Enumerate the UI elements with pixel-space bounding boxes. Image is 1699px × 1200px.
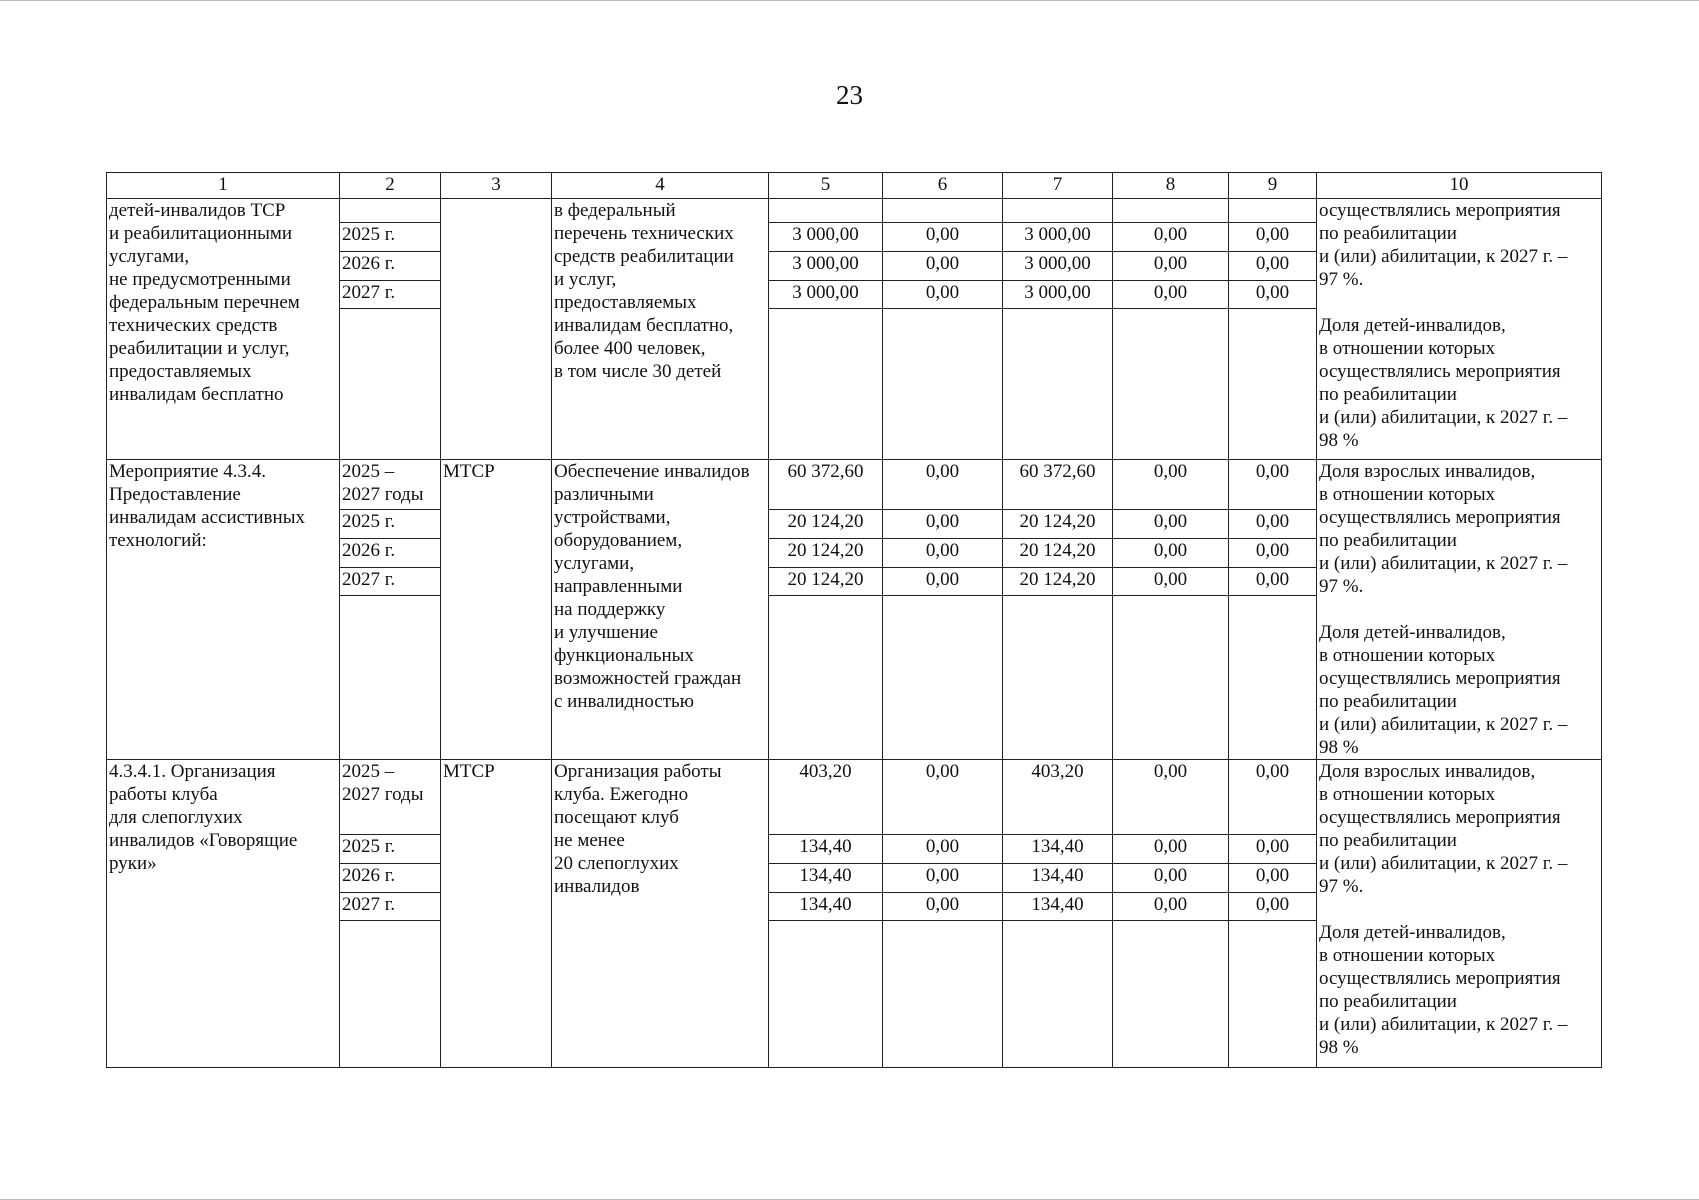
activity-name-cell: 4.3.4.1. Организация работы клуба для слепоглухих инвалидов «Говорящие руки» <box>107 760 340 1068</box>
amount-cell-other: 0,00 <box>1229 864 1317 893</box>
period-cell: 2027 г. <box>340 568 441 596</box>
activity-name-cell: Мероприятие 4.3.4. Предоставление инвалидам ассистивных технологий: <box>107 460 340 760</box>
header-cell: 10 <box>1317 173 1602 199</box>
header-cell: 4 <box>552 173 769 199</box>
header-cell: 6 <box>883 173 1003 199</box>
amount-filler-cell <box>883 596 1003 760</box>
amount-cell-mun: 0,00 <box>1113 568 1229 596</box>
indicator-cell: осуществлялись мероприятия по реабилитации и (или) абилитации, к 2027 г. – 97 %. Доля детей-инвалидов, в отношении которых осуществлялись мероприятия по реабилитации и (или) абилитации, к 2027 г. – 98 % <box>1317 199 1602 460</box>
amount-cell-mun: 0,00 <box>1113 223 1229 252</box>
amount-cell-total: 60 372,60 <box>769 460 883 510</box>
amount-cell-total: 3 000,00 <box>769 252 883 281</box>
amount-cell-mun: 0,00 <box>1113 539 1229 568</box>
amount-cell-other: 0,00 <box>1229 252 1317 281</box>
activity-name-cell: детей-инвалидов ТСР и реабилитационными услугами, не предусмотренными федеральным перечнем технических средств реабилитации и услуг, предоставляемых инвалидам бесплатно <box>107 199 340 460</box>
amount-filler-cell <box>1003 921 1113 1068</box>
period-filler-cell <box>340 596 441 760</box>
amount-cell-total: 20 124,20 <box>769 539 883 568</box>
amount-cell-fed: 0,00 <box>883 835 1003 864</box>
header-cell: 8 <box>1113 173 1229 199</box>
amount-cell-fed: 0,00 <box>883 568 1003 596</box>
amount-filler-cell <box>1229 921 1317 1068</box>
amount-cell-fed: 0,00 <box>883 510 1003 539</box>
amount-cell-reg: 3 000,00 <box>1003 223 1113 252</box>
amount-cell-other: 0,00 <box>1229 760 1317 835</box>
period-filler-cell <box>340 309 441 460</box>
amount-cell-reg: 403,20 <box>1003 760 1113 835</box>
amount-cell-mun: 0,00 <box>1113 893 1229 921</box>
amount-cell-other: 0,00 <box>1229 460 1317 510</box>
amount-cell-fed: 0,00 <box>883 760 1003 835</box>
amount-filler-cell <box>769 309 883 460</box>
table-body <box>107 173 1602 1068</box>
header-cell: 7 <box>1003 173 1113 199</box>
amount-cell-total: 134,40 <box>769 835 883 864</box>
amount-cell-mun: 0,00 <box>1113 864 1229 893</box>
period-cell: 2026 г. <box>340 539 441 568</box>
amount-cell-reg: 20 124,20 <box>1003 539 1113 568</box>
amount-cell-reg: 20 124,20 <box>1003 568 1113 596</box>
result-cell: Организация работы клуба. Ежегодно посещают клуб не менее 20 слепоглухих инвалидов <box>552 760 769 1068</box>
amount-cell-fed: 0,00 <box>883 281 1003 309</box>
amount-filler-cell <box>1229 596 1317 760</box>
amount-cell-other: 0,00 <box>1229 893 1317 921</box>
period-cell: 2025 г. <box>340 223 441 252</box>
indicator-cell: Доля взрослых инвалидов, в отношении которых осуществлялись мероприятия по реабилитации и (или) абилитации, к 2027 г. – 97 %. Доля детей-инвалидов, в отношении которых осуществлялись мероприятия по реабилитации и (или) абилитации, к 2027 г. – 98 % <box>1317 760 1602 1068</box>
amount-cell-other: 0,00 <box>1229 539 1317 568</box>
header-cell: 5 <box>769 173 883 199</box>
amount-cell-other: 0,00 <box>1229 223 1317 252</box>
program-table <box>106 172 1602 1068</box>
amount-cell-other <box>1229 199 1317 223</box>
period-cell <box>340 199 441 223</box>
table-row <box>107 760 1602 835</box>
executor-cell: МТСР <box>441 760 552 1068</box>
amount-cell-reg: 3 000,00 <box>1003 281 1113 309</box>
amount-filler-cell <box>1003 309 1113 460</box>
amount-cell-mun: 0,00 <box>1113 760 1229 835</box>
executor-cell <box>441 199 552 460</box>
scan-edge-top <box>0 0 1699 1</box>
amount-cell-fed: 0,00 <box>883 252 1003 281</box>
amount-cell-reg: 20 124,20 <box>1003 510 1113 539</box>
amount-cell-other: 0,00 <box>1229 568 1317 596</box>
period-cell: 2026 г. <box>340 864 441 893</box>
amount-cell-other: 0,00 <box>1229 281 1317 309</box>
amount-cell-reg: 134,40 <box>1003 864 1113 893</box>
amount-cell-total: 20 124,20 <box>769 510 883 539</box>
period-cell: 2025 – 2027 годы <box>340 460 441 510</box>
period-cell: 2025 г. <box>340 835 441 864</box>
amount-cell-total: 134,40 <box>769 893 883 921</box>
table-row <box>107 460 1602 510</box>
amount-cell-fed: 0,00 <box>883 864 1003 893</box>
period-cell: 2025 г. <box>340 510 441 539</box>
result-cell: в федеральный перечень технических средств реабилитации и услуг, предоставляемых инвалидам бесплатно, более 400 человек, в том числе 30 детей <box>552 199 769 460</box>
amount-filler-cell <box>883 921 1003 1068</box>
amount-filler-cell <box>1113 309 1229 460</box>
period-cell: 2027 г. <box>340 281 441 309</box>
amount-cell-mun: 0,00 <box>1113 460 1229 510</box>
amount-filler-cell <box>769 921 883 1068</box>
header-cell: 1 <box>107 173 340 199</box>
amount-cell-other: 0,00 <box>1229 835 1317 864</box>
amount-cell-total <box>769 199 883 223</box>
amount-cell-total: 3 000,00 <box>769 223 883 252</box>
amount-filler-cell <box>1229 309 1317 460</box>
amount-cell-mun: 0,00 <box>1113 252 1229 281</box>
header-cell: 2 <box>340 173 441 199</box>
page-number: 23 <box>836 80 863 110</box>
table-row <box>107 199 1602 223</box>
period-filler-cell <box>340 921 441 1068</box>
amount-cell-total: 403,20 <box>769 760 883 835</box>
amount-cell-mun: 0,00 <box>1113 510 1229 539</box>
amount-cell-mun: 0,00 <box>1113 281 1229 309</box>
amount-cell-total: 3 000,00 <box>769 281 883 309</box>
header-cell: 9 <box>1229 173 1317 199</box>
amount-cell-mun: 0,00 <box>1113 835 1229 864</box>
header-cell: 3 <box>441 173 552 199</box>
amount-cell-reg: 134,40 <box>1003 893 1113 921</box>
header-row <box>107 173 1602 199</box>
amount-filler-cell <box>1003 596 1113 760</box>
amount-cell-total: 20 124,20 <box>769 568 883 596</box>
result-cell: Обеспечение инвалидов различными устройствами, оборудованием, услугами, направленными на поддержку и улучшение функциональных возможностей граждан с инвалидностью <box>552 460 769 760</box>
period-cell: 2026 г. <box>340 252 441 281</box>
amount-cell-mun <box>1113 199 1229 223</box>
period-cell: 2025 – 2027 годы <box>340 760 441 835</box>
amount-filler-cell <box>769 596 883 760</box>
executor-cell: МТСР <box>441 460 552 760</box>
amount-cell-fed: 0,00 <box>883 893 1003 921</box>
amount-cell-fed: 0,00 <box>883 460 1003 510</box>
amount-cell-total: 134,40 <box>769 864 883 893</box>
amount-cell-reg: 134,40 <box>1003 835 1113 864</box>
amount-cell-fed <box>883 199 1003 223</box>
amount-cell-other: 0,00 <box>1229 510 1317 539</box>
amount-cell-fed: 0,00 <box>883 223 1003 252</box>
period-cell: 2027 г. <box>340 893 441 921</box>
amount-filler-cell <box>883 309 1003 460</box>
amount-cell-reg <box>1003 199 1113 223</box>
amount-filler-cell <box>1113 596 1229 760</box>
amount-cell-reg: 3 000,00 <box>1003 252 1113 281</box>
amount-cell-fed: 0,00 <box>883 539 1003 568</box>
amount-cell-reg: 60 372,60 <box>1003 460 1113 510</box>
amount-filler-cell <box>1113 921 1229 1068</box>
indicator-cell: Доля взрослых инвалидов, в отношении которых осуществлялись мероприятия по реабилитации и (или) абилитации, к 2027 г. – 97 %. Доля детей-инвалидов, в отношении которых осуществлялись мероприятия по реабилитации и (или) абилитации, к 2027 г. – 98 % <box>1317 460 1602 760</box>
